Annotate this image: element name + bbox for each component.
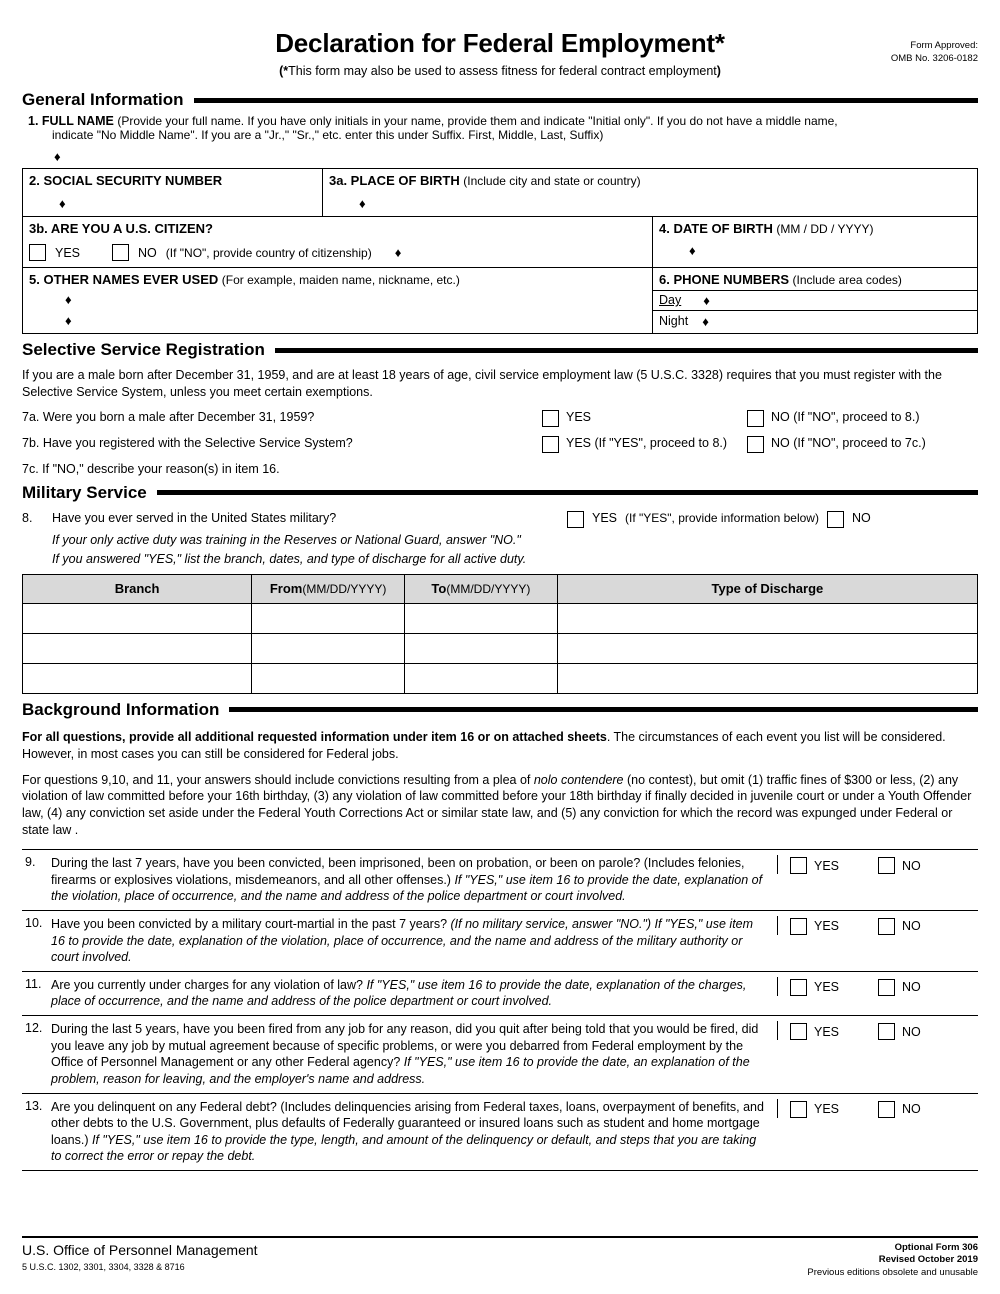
selective-intro: If you are a male born after December 31, 1959, and are at least 18 years of age, civil service employment law (5 U.S.C. 3328) requires that you must register with the Selective Service System, unless you meet certain exemptions. [22, 368, 942, 399]
military-note-2: If you answered "YES," list the branch, dates, and type of discharge for all active duty. [52, 551, 527, 566]
cell-branch[interactable] [23, 633, 252, 663]
item-3b-no-checkbox[interactable] [112, 244, 129, 261]
item-6-day-label: Day [659, 293, 682, 307]
question-7a-yes-label: YES [566, 409, 592, 424]
subtitle-open-paren: ( [279, 64, 284, 78]
question-12-text-a: During the last 5 years, have you been fired from any job for any reason, did you quit after being told that you would be fired, did you leave any job by mutual agreement because of specific problems, or were you debarred from Federal employment by the Office of Personnel Management or any other Federal agency? [51, 1022, 759, 1070]
question-12-yes-checkbox[interactable] [790, 1023, 807, 1040]
item-6-day-marker: ♦ [703, 292, 710, 308]
footer-citation: 5 U.S.C. 1302, 3301, 3304, 3328 & 8716 [22, 1261, 185, 1272]
question-7b-yes-checkbox[interactable] [542, 436, 559, 453]
question-13-text-i: If "YES," use item 16 to provide the type, length, and amount of the delinquency or default, and steps that you are taking to correct the error or repay the debt. [51, 1132, 757, 1164]
item-5-note: (For example, maiden name, nickname, etc.) [221, 273, 460, 287]
table-row [23, 633, 978, 663]
question-10-no-checkbox[interactable] [878, 918, 895, 935]
question-12-no [878, 1023, 956, 1040]
question-8-no-label: NO [851, 510, 871, 525]
item-6-night-row [653, 311, 977, 331]
question-11-no-checkbox[interactable] [878, 979, 895, 996]
question-10-number: 10. [25, 915, 43, 930]
cell-branch[interactable] [23, 603, 252, 633]
question-10-no [878, 918, 956, 935]
question-13-yes-label: YES [814, 1102, 840, 1116]
subtitle-asterisk: * [283, 64, 289, 78]
item-3a-label: 3a. PLACE OF BIRTH [329, 173, 460, 188]
section-title-general: General Information [22, 90, 184, 109]
question-13-number: 13. [25, 1098, 43, 1113]
item-3b-yes-checkbox[interactable] [29, 244, 46, 261]
item-6-label: 6. PHONE NUMBERS [659, 272, 790, 287]
section-rule-selective [275, 348, 978, 353]
table-row [23, 603, 978, 633]
table-row [23, 663, 978, 693]
section-heading-military [22, 483, 978, 503]
omb-line-1: Form Approved: [910, 40, 978, 51]
question-12-options [777, 1021, 978, 1040]
omb-line-2: OMB No. 3206-0182 [890, 52, 978, 64]
cell-discharge[interactable] [557, 603, 977, 633]
item-2-ssn [23, 169, 323, 216]
footer-agency: U.S. Office of Personnel Management [22, 1241, 258, 1258]
question-7a-yes-checkbox[interactable] [542, 410, 559, 427]
item-6-night-marker: ♦ [702, 313, 709, 329]
question-7a-text: 7a. Were you born a male after December 31, 1959? [22, 409, 315, 424]
item-3b-yes-label: YES [55, 245, 81, 260]
question-9-no-checkbox[interactable] [878, 857, 895, 874]
question-13-no-label: NO [902, 1102, 921, 1116]
question-13-yes-checkbox[interactable] [790, 1101, 807, 1118]
footer-revised: Revised October 2019 [878, 1254, 978, 1266]
question-8-row [22, 511, 978, 528]
question-7a-no-label: NO (If "NO", proceed to 8.) [771, 409, 920, 424]
question-9-text-a: During the last 7 years, have you been convicted, been imprisoned, been on probation, or been on parole? (Includes felonies, firearms or explosives violations, misdemeanors, and all other offenses.) [51, 856, 745, 887]
question-11-text-a: Are you currently under charges for any violation of law? [51, 977, 367, 992]
item-4-dob [653, 217, 977, 267]
item-2-3a-row [22, 168, 978, 216]
section-rule [194, 98, 978, 103]
question-7b-no [747, 436, 926, 453]
question-10-no-label: NO [902, 919, 921, 934]
item-1-marker: ♦ [54, 149, 61, 164]
section-heading-selective [22, 340, 978, 360]
question-11-yes-checkbox[interactable] [790, 979, 807, 996]
item-4-label: 4. DATE OF BIRTH [659, 221, 773, 236]
item-1-full-name [22, 110, 978, 168]
background-p1-bold: For all questions, provide all additional requested information under item 16 or on attached sheets [22, 729, 607, 744]
question-12-yes-label: YES [814, 1024, 840, 1039]
footer-obsolete-note: Previous editions obsolete and unusable [807, 1267, 978, 1279]
question-9-no-label: NO [902, 858, 921, 873]
item-6-phones [653, 268, 977, 333]
question-11-no [878, 979, 956, 996]
question-7b-yes [542, 436, 747, 453]
item-3b-note: (If "NO", provide country of citizenship) [165, 245, 372, 260]
question-9-yes-label: YES [814, 858, 840, 873]
column-header-branch [23, 574, 252, 603]
question-12-number: 12. [25, 1021, 43, 1035]
question-7a-no-checkbox[interactable] [747, 410, 764, 427]
cell-to[interactable] [404, 603, 557, 633]
item-6-note: (Include area codes) [792, 273, 902, 287]
background-paragraph-1 [22, 729, 978, 763]
question-11-row [22, 971, 978, 1015]
item-4-marker: ♦ [689, 243, 696, 258]
question-7c-row [22, 462, 978, 476]
background-paragraph-2 [22, 772, 978, 840]
question-11-no-label: NO [902, 980, 921, 995]
item-4-note: (MM / DD / YYYY) [776, 222, 874, 236]
column-header-branch-label: Branch [114, 581, 160, 597]
cell-to[interactable] [404, 663, 557, 693]
item-5-label: 5. OTHER NAMES EVER USED [29, 272, 219, 287]
question-8-text: Have you ever served in the United States military? [52, 510, 337, 525]
section-title-military: Military Service [22, 482, 147, 502]
cell-discharge[interactable] [557, 633, 977, 663]
item-6-day-row [653, 291, 977, 311]
section-title-background: Background Information [22, 699, 220, 719]
subtitle-text: This form may also be used to assess fitness for federal contract employment [288, 64, 717, 78]
page-title: Declaration for Federal Employment* [275, 28, 725, 58]
section-title-selective: Selective Service Registration [22, 340, 265, 359]
item-3b-marker: ♦ [394, 245, 402, 260]
question-10-options [777, 916, 978, 935]
question-7b-text: 7b. Have you registered with the Selective Service System? [22, 435, 353, 450]
background-p2-b: (no contest), but omit (1) traffic fines of $300 or less, (2) any violation of law committed before your 16th birthday, (3) any violation of law committed before your 18th birthday if finally decided in juvenile court or under a Youth Offender law, (4) any conviction set aside under the Federal Youth Corrections Act or similar state law, and (5) any conviction for which the record was expunged under Federal or state law . [22, 772, 972, 838]
question-12-text-i: If "YES," use item 16 to provide the date, an explanation of the problem, reason for leaving, and the employer's name and address. [51, 1055, 750, 1086]
question-9-text-i: If "YES," use item 16 to provide the date, explanation of the violation, place of occurrence, and the name and address of the police department or court involved. [51, 872, 763, 904]
question-10-text-i: (If no military service, answer "NO.") If "YES," use item 16 to provide the date, explanation of the violation, place of occurrence, and the name and address of the military authority or court involved. [51, 916, 754, 965]
question-12-text [51, 1021, 777, 1088]
item-1-note-2: indicate "No Middle Name". If you are a "Jr.," "Sr.," etc. enter this under Suffix. First, Middle, Last, Suffix) [52, 128, 604, 142]
question-7b-no-checkbox[interactable] [747, 436, 764, 453]
footer-divider [22, 1236, 978, 1237]
background-p2-italic: nolo contendere [533, 772, 624, 787]
question-9-text [51, 855, 777, 905]
item-3b-4-row [22, 216, 978, 267]
question-11-options [777, 977, 978, 996]
column-header-to-note: (MM/DD/YYYY) [446, 582, 531, 597]
question-7a-row [22, 410, 978, 427]
section-rule-background [229, 707, 978, 712]
question-12-yes [790, 1023, 868, 1040]
question-11-number: 11. [25, 976, 42, 991]
question-10-row [22, 910, 978, 971]
item-6-night-label: Night [659, 314, 689, 328]
question-9-row [22, 849, 978, 910]
item-1-label: 1. FULL NAME [28, 114, 114, 128]
cell-branch[interactable] [23, 663, 252, 693]
question-9-no [878, 857, 956, 874]
question-13-text [51, 1099, 777, 1166]
cell-from[interactable] [252, 633, 405, 663]
question-10-text [51, 916, 777, 966]
question-8-yes-note: (If "YES", provide information below) [625, 510, 819, 525]
column-header-from-label: From [269, 581, 303, 597]
background-questions [22, 849, 978, 1171]
column-header-discharge-label: Type of Discharge [711, 581, 824, 597]
item-5-6-row [22, 267, 978, 334]
item-2-marker: ♦ [59, 196, 66, 211]
item-5-other-names [23, 268, 653, 333]
column-header-to-label: To [431, 581, 447, 597]
question-9-number: 9. [25, 855, 36, 869]
item-3a-place-of-birth [323, 169, 977, 216]
question-11-text [51, 977, 777, 1010]
table-header-row [23, 574, 978, 603]
form-footer [22, 1236, 978, 1280]
item-6-header [653, 268, 977, 291]
subtitle-close-paren: ) [716, 64, 721, 78]
item-5-marker-1: ♦ [65, 292, 72, 307]
question-9-options [777, 855, 978, 874]
footer-form-number: Optional Form 306 [894, 1241, 978, 1253]
question-7c-text: 7c. If "NO," describe your reason(s) in item 16. [22, 461, 280, 476]
question-13-yes [790, 1101, 868, 1118]
background-p1-rest: . The circumstances of each event you list will be considered. However, in most cases you can still be considered for Federal jobs. [22, 729, 946, 761]
question-8-yes [567, 511, 819, 528]
section-rule-military [157, 490, 978, 495]
section-heading-background [22, 700, 978, 720]
military-service-table [22, 574, 978, 694]
column-header-from-note: (MM/DD/YYYY) [302, 582, 387, 597]
question-8-no-checkbox[interactable] [827, 511, 844, 528]
item-3a-marker: ♦ [359, 196, 366, 211]
cell-from[interactable] [252, 603, 405, 633]
question-11-yes-label: YES [814, 980, 840, 995]
question-10-yes [790, 918, 868, 935]
question-8-number: 8. [22, 510, 33, 525]
column-header-from [252, 574, 405, 603]
question-13-text-a: Are you delinquent on any Federal debt? (Includes delinquencies arising from Federal taxes, loans, overpayment of benefits, and other debts to the U.S. Government, plus defaults of Federally guaranteed or insured loans such as student and home mortgage loans.) [51, 1099, 764, 1147]
item-1-note: (Provide your full name. If you have only initials in your name, provide them and indicate "Initial only". If you do not have a middle name, [117, 114, 838, 128]
question-10-text-a: Have you been convicted by a military court-martial in the past 7 years? [51, 916, 451, 931]
item-3b-citizen [23, 217, 653, 267]
question-7a-yes [542, 410, 747, 427]
question-10-yes-checkbox[interactable] [790, 918, 807, 935]
cell-discharge[interactable] [557, 663, 977, 693]
question-8-yes-label: YES [592, 510, 618, 525]
form-header [22, 28, 978, 78]
question-7b-row [22, 436, 978, 453]
question-7b-yes-label: YES (If "YES", proceed to 8.) [566, 435, 728, 450]
item-3a-note: (Include city and state or country) [463, 174, 641, 188]
item-5-marker-2: ♦ [65, 313, 72, 328]
question-12-no-checkbox[interactable] [878, 1023, 895, 1040]
question-13-options [777, 1099, 978, 1118]
question-11-text-i: If "YES," use item 16 to provide the date, explanation of the charges, place of occurrence, and the name and address of the police department or court involved. [51, 977, 747, 1009]
column-header-to [404, 574, 557, 603]
item-2-label: 2. SOCIAL SECURITY NUMBER [29, 173, 223, 188]
section-heading-general [22, 90, 978, 110]
military-note-1: If your only active duty was training in the Reserves or National Guard, answer "NO." [52, 532, 521, 547]
question-13-row [22, 1093, 978, 1172]
question-12-row [22, 1015, 978, 1093]
cell-from[interactable] [252, 663, 405, 693]
question-10-yes-label: YES [814, 919, 840, 934]
question-7b-no-label: NO (If "NO", proceed to 7c.) [771, 435, 926, 450]
question-13-no [878, 1101, 956, 1118]
item-3b-no-label: NO [138, 245, 157, 260]
question-9-yes [790, 857, 868, 874]
question-12-no-label: NO [902, 1024, 921, 1039]
question-7a-no [747, 410, 920, 427]
question-13-no-checkbox[interactable] [878, 1101, 895, 1118]
omb-approval [891, 40, 978, 66]
column-header-discharge [557, 574, 977, 603]
question-8-no [827, 511, 871, 528]
page-subtitle [22, 64, 978, 78]
item-3b-label: 3b. ARE YOU A U.S. CITIZEN? [29, 221, 213, 236]
question-8-yes-checkbox[interactable] [567, 511, 584, 528]
cell-to[interactable] [404, 633, 557, 663]
background-p2-a: For questions 9,10, and 11, your answers should include convictions resulting from a plea of [22, 772, 534, 787]
question-9-yes-checkbox[interactable] [790, 857, 807, 874]
question-11-yes [790, 979, 868, 996]
